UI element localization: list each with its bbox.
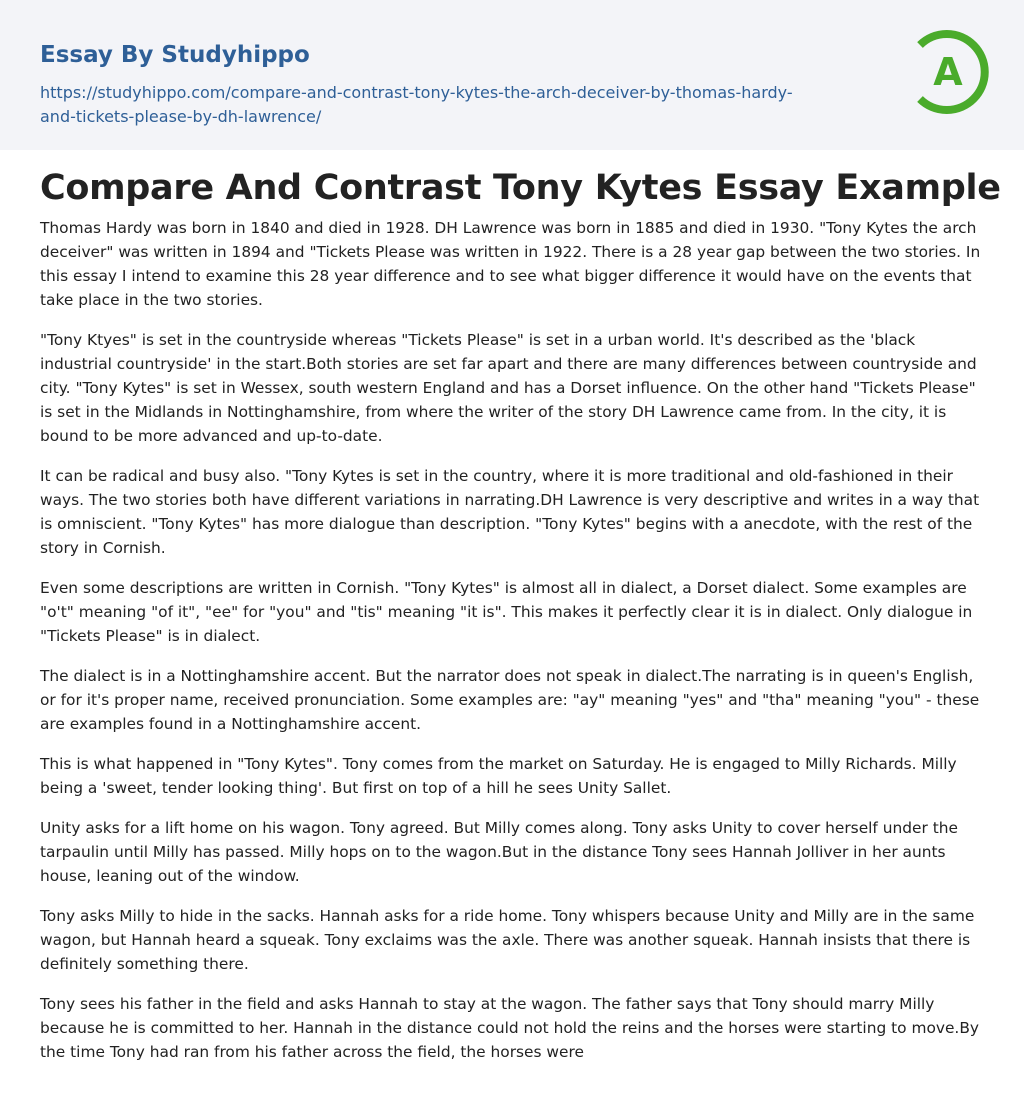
essay-paragraph: This is what happened in "Tony Kytes". Tony comes from the market on Saturday. He is engaged to Milly Richards. Milly being a 'sweet, tender looking thing'. But first on top of a hill he sees Unity Sallet. bbox=[40, 755, 957, 797]
essay-paragraph: Tony sees his father in the field and asks Hannah to stay at the wagon. The father says that Tony should marry Milly because he is committed to her. Hannah in the distance could not hold the reins and the horses were starting to move.By the time Tony had ran from his father across the field, the horses were bbox=[40, 995, 979, 1061]
essay-title: Compare And Contrast Tony Kytes Essay Example bbox=[40, 168, 1001, 208]
essay-article bbox=[40, 166, 1001, 1080]
studyhippo-logo[interactable] bbox=[906, 27, 990, 117]
essay-paragraph: It can be radical and busy also. "Tony Kytes is set in the country, where it is more traditional and old-fashioned in their ways. The two stories both have different variations in narrating.DH Lawrence is very descriptive and writes in a way that is omniscient. "Tony Kytes" has more dialogue than description. "Tony Kytes" begins with a anecdote, with the rest of the story in Cornish. bbox=[40, 467, 980, 557]
essay-paragraph: Unity asks for a lift home on his wagon. Tony agreed. But Milly comes along. Tony asks Unity to cover herself under the tarpaulin until Milly has passed. Milly hops on to the wagon.But in the distance Tony sees Hannah Jolliver in her aunts house, leaning out of the window. bbox=[40, 819, 958, 885]
essay-paragraph: "Tony Ktyes" is set in the countryside whereas "Tickets Please" is set in a urban world. It's described as the 'black industrial countryside' in the start.Both stories are set far apart and there are many differences between countryside and city. "Tony Kytes" is set in Wessex, south western England and has a Dorset influence. On the other hand "Tickets Please" is set in the Midlands in Nottinghamshire, from where the writer of the story DH Lawrence came from. In the city, it is bound to be more advanced and up-to-date. bbox=[40, 331, 977, 445]
logo-letter: A bbox=[933, 50, 963, 94]
essay-paragraph: The dialect is in a Nottinghamshire accent. But the narrator does not speak in dialect.The narrating is in queen's English, or for it's proper name, received pronunciation. Some examples are: "ay" meaning "yes" and "tha" meaning "you" - these are examples found in a Nottinghamshire accent. bbox=[40, 667, 980, 733]
site-brand[interactable]: Essay By Studyhippo bbox=[40, 42, 310, 68]
essay-paragraph: Even some descriptions are written in Cornish. "Tony Kytes" is almost all in dialect, a Dorset dialect. Some examples are "o't" meaning "of it", "ee" for "you" and "tis" meaning "it is". This makes it perfectly clear it is in dialect. Only dialogue in "Tickets Please" is in dialect. bbox=[40, 579, 973, 645]
essay-paragraph: Tony asks Milly to hide in the sacks. Hannah asks for a ride home. Tony whispers because Unity and Milly are in the same wagon, but Hannah heard a squeak. Tony exclaims was the axle. There was another squeak. Hannah insists that there is definitely something there. bbox=[40, 907, 975, 973]
source-url-link[interactable]: https://studyhippo.com/compare-and-contrast-tony-kytes-the-arch-deceiver-by-thomas-hardy-and-tickets-please-by-dh-lawrence/ bbox=[40, 83, 793, 126]
site-header bbox=[0, 0, 1024, 150]
essay-paragraph: Thomas Hardy was born in 1840 and died in 1928. DH Lawrence was born in 1885 and died in 1930. "Tony Kytes the arch deceiver" was written in 1894 and "Tickets Please was written in 1922. There is a 28 year gap between the two stories. In this essay I intend to examine this 28 year difference and to see what bigger difference it would have on the events that take place in the two stories. bbox=[40, 219, 981, 309]
